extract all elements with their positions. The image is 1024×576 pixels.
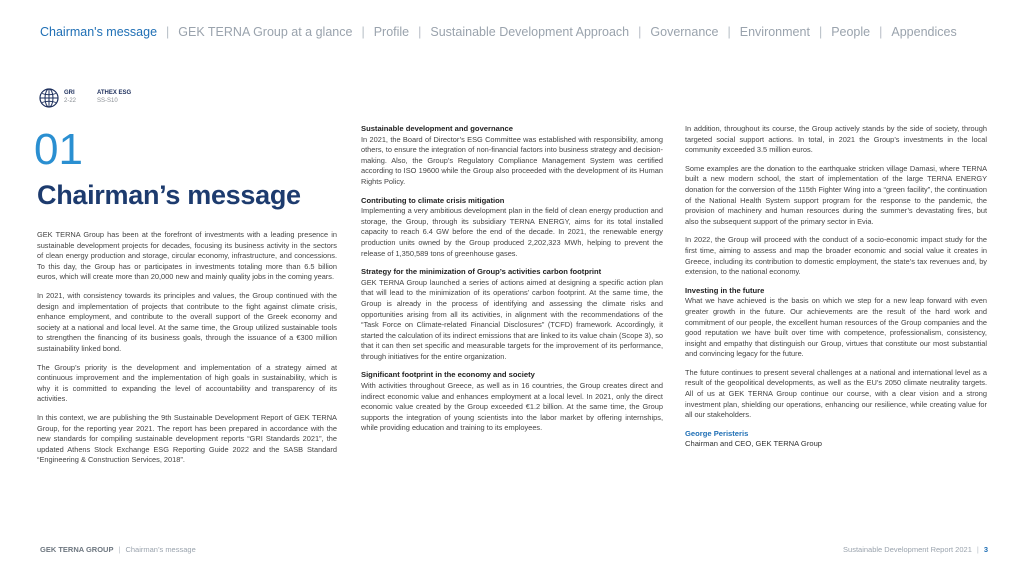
page-title: Chairman’s message: [37, 180, 301, 210]
footer-separator: |: [118, 545, 121, 554]
column-3: [685, 124, 987, 450]
page-number: 3: [983, 545, 988, 554]
nav-separator: |: [638, 25, 642, 39]
nav-separator: |: [361, 25, 365, 39]
section-climate: [361, 196, 663, 260]
paragraph: In 2021, with consistency towards its principles and values, the Group continued with the design and implementation of projects that contribute to the fight against climate crisis, enhance employment, and contribute to the overall support of the Greek economy and society at a national and local level. At the same time, the Group utilized sustainable tools to strengthen the financing of its business goals, through the issuance of a €300 million sustainability linked bond.: [37, 290, 337, 353]
nav-separator: |: [879, 25, 883, 39]
gri-label: GRI: [64, 90, 75, 96]
footer-company: GEK TERNA GROUP: [40, 545, 114, 554]
nav-item-group-at-a-glance[interactable]: GEK TERNA Group at a glance: [178, 25, 353, 39]
nav-item-chairmans-message[interactable]: Chairman's message: [40, 25, 158, 39]
column-2: [361, 124, 663, 442]
nav-separator: |: [166, 25, 170, 39]
footer-section: Chairman’s message: [125, 545, 196, 554]
footer-left: [40, 545, 196, 554]
athex-value: SS-S10: [97, 98, 118, 104]
nav-item-environment[interactable]: Environment: [739, 25, 810, 39]
paragraph: In 2021, the Board of Director’s ESG Committee was established with responsibility, among others, to ensure the integration of non-financial factors into business strategy and decision-making. Also, the Group’s Regulatory Compliance Management System was certified according to ISO 19600 while the Group also proceeded with the development of its Human Rights Policy.: [361, 134, 663, 186]
athex-label: ATHEX ESG: [97, 90, 132, 96]
nav-separator: |: [727, 25, 731, 39]
paragraph: The Group’s priority is the development and implementation of a strategy aimed at continuous improvement and the implementation of high goals in sustainability, which is why it is committed to expanding the level of accountability and transparency of its activities.: [37, 362, 337, 404]
paragraph: In this context, we are publishing the 9th Sustainable Development Report of GEK TERNA Group, for the reporting year 2021. The report has been prepared in accordance with the new standards for compiling sustainable development reports “GRI Standards 2021”, the updated Athens Stock Exchange ESG Reporting Guide 2022 and the SASB Standard “Engineering & Construction Services, 2018”.: [37, 412, 337, 465]
section-number: 01: [34, 125, 83, 174]
paragraph: What we have achieved is the basis on which we step for a new leap forward with even greater growth in the future. Our achievements are the result of the hard work and commitment of our people, the excellent human resources of the Group companies and the good reputation we have built over time with competence, professionalism, consistency, insight and empathy that distinguish our Group, virtues that constitute our most substantial and convincing legacy for the future.: [685, 296, 987, 359]
globe-icon: [39, 88, 59, 108]
nav-separator: |: [418, 25, 422, 39]
nav-item-appendices[interactable]: Appendices: [891, 25, 957, 39]
paragraph: In addition, throughout its course, the Group actively stands by the side of society, through targeted social support actions. In total, in 2021 the Group’s investments in the local community exceeded 3.5 million euros.: [685, 124, 987, 155]
section-heading: Significant footprint in the economy and society: [361, 370, 535, 380]
footer-report: Sustainable Development Report 2021: [843, 545, 972, 554]
gri-code: [64, 89, 76, 105]
paragraph: GEK TERNA Group has been at the forefront of investments with a leading presence in sustainable development projects for decades, focusing its business activity in the sectors of clean energy production and storage, circular economy, infrastructure, and concessions. To this day, the Group has or participates in investments totaling more than 6.5 billion euros, which will create more than 20,000 new and mainly quality jobs in the coming years.: [37, 230, 337, 282]
column-1: [37, 230, 337, 474]
nav-separator: |: [818, 25, 823, 39]
section-heading: Strategy for the minimization of Group’s activities carbon footprint: [361, 267, 602, 277]
section-governance: [361, 124, 663, 188]
nav-item-sustainable-development-approach[interactable]: Sustainable Development Approach: [430, 25, 630, 39]
athex-code: [97, 89, 131, 105]
paragraph: Implementing a very ambitious development plan in the field of clean energy production and storage, the Group, through its subsidiary TERNA ENERGY, aims for its total installed capacity to reach 6.4 GW before the end of the decade. In 2021, the renewable energy production units owned by the Group produced 2,202,323 MWh, helping to prevent the release of 1,350,589 tons of greenhouse gases.: [361, 206, 663, 258]
paragraph: In 2022, the Group will proceed with the conduct of a socio-economic impact study for the first time, aiming to assess and map the broader economic and social value it creates in Greece, including its contribution to domestic employment, the state’s tax revenues and, by extension, to the national economy.: [685, 235, 987, 277]
nav-item-governance[interactable]: Governance: [650, 25, 719, 39]
section-carbon-footprint: [361, 267, 663, 362]
gri-value: 2-22: [64, 98, 77, 104]
section-heading: Sustainable development and governance: [361, 124, 513, 133]
paragraph: GEK TERNA Group launched a series of actions aimed at designing a specific action plan that will lead to the minimization of its operations’ carbon footprint. At the same time, the Group is already in the process of identifying and assessing the climate risks and opportunities arising from all its activities, in alignment with the recommendations of the “Task Force on Climate-related Financial Disclosures” (TCFD) framework. Accordingly, it started the calculation of its indirect emissions that are linked to its value chain (Scope 3), so that it can then set specific and measurable targets for the improvement of its performance, through initiatives for the entire organization.: [361, 277, 663, 361]
paragraph: Some examples are the donation to the earthquake stricken village Damasi, where TERNA built a new modern school, the start of implementation of the large TERNA ENERGY donation for the conversion of the 115th Fighter Wing into a “green facility”, the continuation of the National Health System support program for the response to the pandemic, the provision of machinery and human resources during the summer’s devastating fires, but also the subsequent support of the primary sector in Evia.: [685, 163, 987, 226]
nav-item-profile[interactable]: Profile: [373, 25, 410, 39]
section-heading: Contributing to climate crisis mitigation: [361, 195, 505, 205]
signatory-name: George Peristeris: [685, 428, 749, 438]
section-economy-society: [361, 370, 663, 434]
nav-item-people[interactable]: People: [831, 25, 871, 39]
footer-right: [843, 545, 988, 554]
top-navigation: [40, 25, 990, 41]
section-heading: Investing in the future: [685, 285, 765, 295]
paragraph: The future continues to present several challenges at a national and international level as a result of the geopolitical developments, as well as the EU’s 2050 climate neutrality targets. All of us at GEK TERNA Group continue our course, with a clear vision and a strong investment plan, shielding our operations, enhancing our resilience, while creating value for all our stakeholders.: [685, 367, 987, 420]
paragraph: With activities throughout Greece, as well as in 16 countries, the Group creates direct and indirect economic value and enhances employment at a local level. In 2021, only the direct economic value created by the Group exceeded €1.2 billion. At the same time, the Group supports the integration of young scientists into the labor market by offering internships, while providing education and training to its employees.: [361, 381, 663, 433]
footer-separator: |: [976, 545, 979, 554]
signatory-role: Chairman and CEO, GEK TERNA Group: [685, 439, 823, 449]
